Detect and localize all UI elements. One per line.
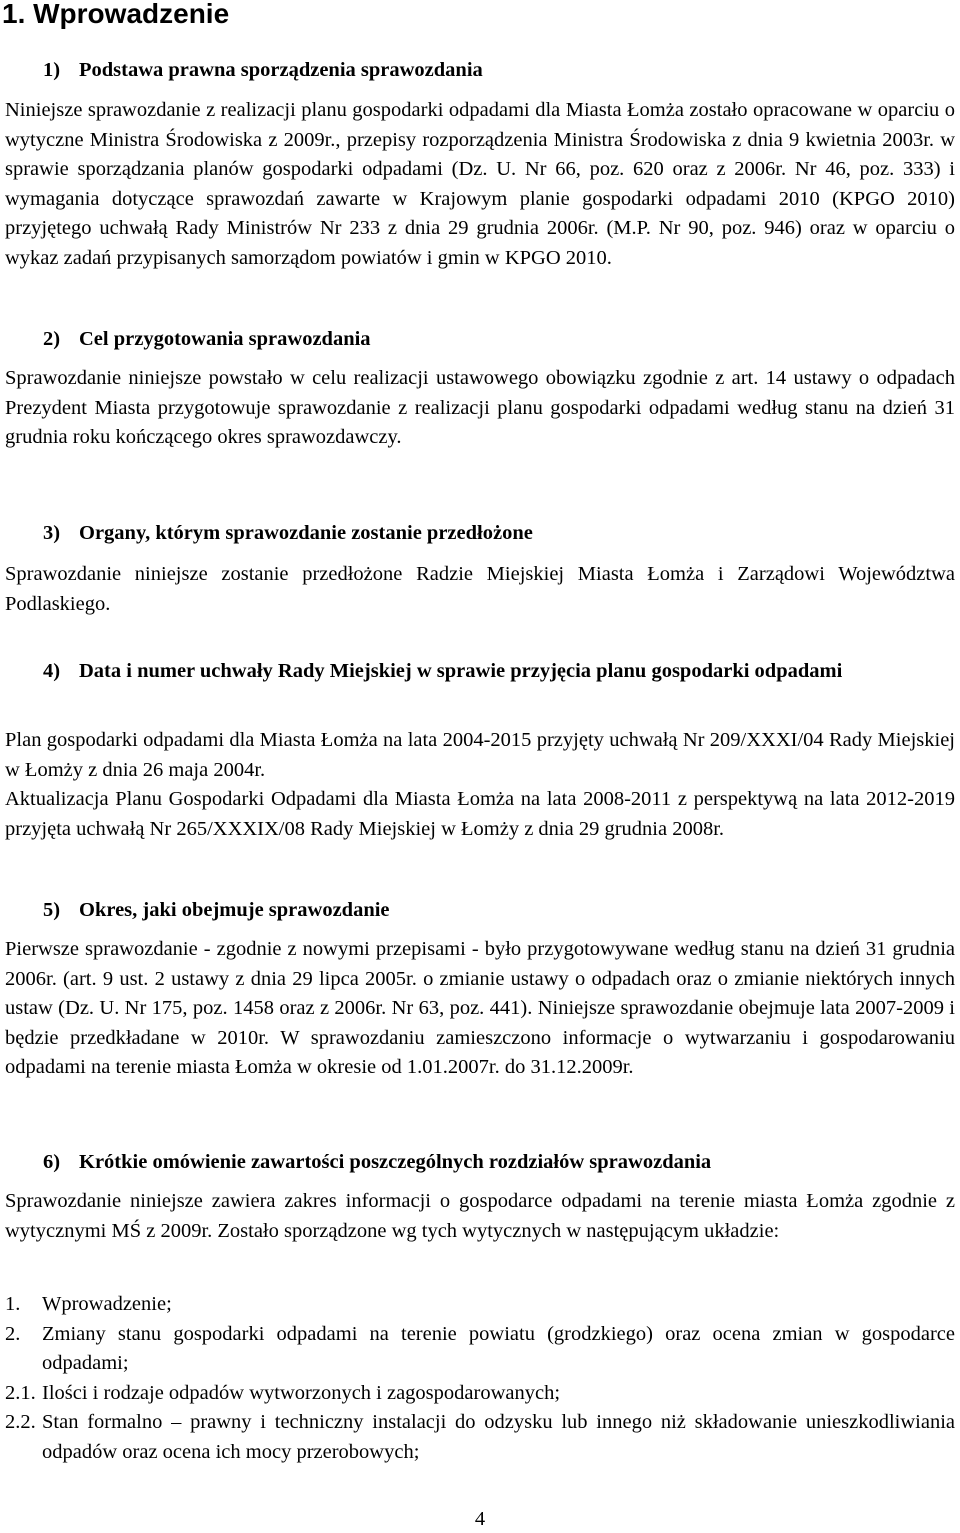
list-item-number: 1. [5,1293,21,1315]
section-number: 5) [43,899,61,921]
list-item-number: 2.2. [5,1411,36,1434]
section-title [5,1147,955,1177]
paragraph: Sprawozdanie niniejsze powstało w celu realizacji ustawowego obowiązku zgodnie z art. 14 ustawy o odpadach Prezydent Miasta przygotowuje sprawozdanie z realizacji planu gospodarki odpadami według stanu na dzień 31 grudnia roku kończącego okres sprawozdawczy. [5,367,955,449]
list-item-text: Wprowadzenie; [42,1293,172,1315]
section-title-text: Podstawa prawna sporządzenia sprawozdania [79,59,483,81]
section-1 [5,55,955,85]
section-3 [5,518,955,548]
section-4 [5,656,955,686]
paragraph: Sprawozdanie niniejsze zawiera zakres informacji o gospodarce odpadami na terenie miasta Łomża zgodnie z wytycznymi MŚ z 2009r. Zostało sporządzone wg tych wytycznych w następującym układzie: [5,1190,955,1242]
section-title [5,518,955,548]
list-item [5,1408,955,1467]
paragraph: Aktualizacja Planu Gospodarki Odpadami dla Miasta Łomża na lata 2008-2011 z perspektywą na lata 2012-2019 przyjęta uchwałą Nr 265/XXXIX/08 Rady Miejskiej w Łomży z dnia 29 grudnia 2008r. [5,788,955,840]
section-title [5,324,955,354]
list-item [5,1290,955,1320]
section-number: 1) [43,59,61,81]
section-number: 4) [43,660,61,682]
section-6-body [5,1187,955,1246]
list-item-number: 2.1. [5,1381,36,1404]
contents-list [5,1290,955,1468]
section-6 [5,1147,955,1177]
paragraph: Sprawozdanie niniejsze zostanie przedłożone Radzie Miejskiej Miasta Łomża i Zarządowi Województwa Podlaskiego. [5,563,955,615]
page-number: 4 [474,1508,486,1530]
section-1-body [5,96,955,274]
list-item-text: Zmiany stanu gospodarki odpadami na terenie powiatu (grodzkiego) oraz ocena zmian w gospodarce odpadami; [42,1322,955,1375]
list-item-text: Ilości i rodzaje odpadów wytworzonych i zagospodarowanych; [42,1381,561,1404]
list-item [5,1320,955,1379]
section-5 [5,895,955,925]
paragraph: Pierwsze sprawozdanie - zgodnie z nowymi przepisami - było przygotowywane według stanu na dzień 31 grudnia 2006r. (art. 9 ust. 2 ustawy z dnia 29 lipca 2005r. o zmianie ustawy o odpadach oraz o zmianie niektórych innych ustaw (Dz. U. Nr 175, poz. 1458 oraz z 2006r. Nr 63, poz. 441). Niniejsze sprawozdanie obejmuje lata 2007-2009 i będzie przedkładane w 2010r. W sprawozdaniu zamieszczono informacje o wytwarzaniu i gospodarowaniu odpadami na terenie miasta Łomża w okresie od 1.01.2007r. do 31.12.2009r. [5,938,955,1079]
list-item-text: Stan formalno – prawny i techniczny instalacji do odzysku lub innego niż składowanie unieszkodliwiania odpadów oraz ocena ich mocy przerobowych; [42,1411,955,1463]
section-3-body [5,560,955,619]
section-title-text: Cel przygotowania sprawozdania [79,328,371,350]
section-title [5,55,955,85]
paragraph: Plan gospodarki odpadami dla Miasta Łomża na lata 2004-2015 przyjęty uchwałą Nr 209/XXXI/04 Rady Miejskiej w Łomży z dnia 26 maja 2004r. [5,729,955,781]
section-number: 3) [43,522,61,544]
section-title-text: Organy, którym sprawozdanie zostanie przedłożone [79,522,533,544]
section-2 [5,324,955,354]
list-item-number: 2. [5,1322,21,1345]
section-title [5,656,955,686]
section-number: 2) [43,328,61,350]
paragraph: Niniejsze sprawozdanie z realizacji planu gospodarki odpadami dla Miasta Łomża zostało opracowane w oparciu o wytyczne Ministra Środowiska z 2009r., przepisy rozporządzenia Ministra Środowiska z dnia 9 kwietnia 2003r. w sprawie sporządzania planów gospodarki odpadami (Dz. U. Nr 66, poz. 620 oraz z 2006r. Nr 46, poz. 333) i wymagania dotyczące sprawozdań zawarte w Krajowym planie gospodarki odpadami 2010 (KPGO 2010) przyjętego uchwałą Rady Ministrów Nr 233 z dnia 29 grudnia 2006r. (M.P. Nr 90, poz. 946) oraz w oparciu o wykaz zadań przypisanych samorządom powiatów i gmin w KPGO 2010. [5,99,955,269]
list-item [5,1379,955,1409]
section-title-text: Krótkie omówienie zawartości poszczególnych rozdziałów sprawozdania [79,1151,712,1173]
chapter-list [5,1290,955,1468]
chapter-heading: 1. Wprowadzenie [2,0,230,29]
section-title [5,895,955,925]
section-title-text: Data i numer uchwały Rady Miejskiej w sprawie przyjęcia planu gospodarki odpadami [79,660,843,682]
section-5-body [5,935,955,1083]
section-title-text: Okres, jaki obejmuje sprawozdanie [79,899,390,921]
section-2-body [5,364,955,453]
section-number: 6) [43,1151,61,1173]
section-4-body [5,726,955,844]
